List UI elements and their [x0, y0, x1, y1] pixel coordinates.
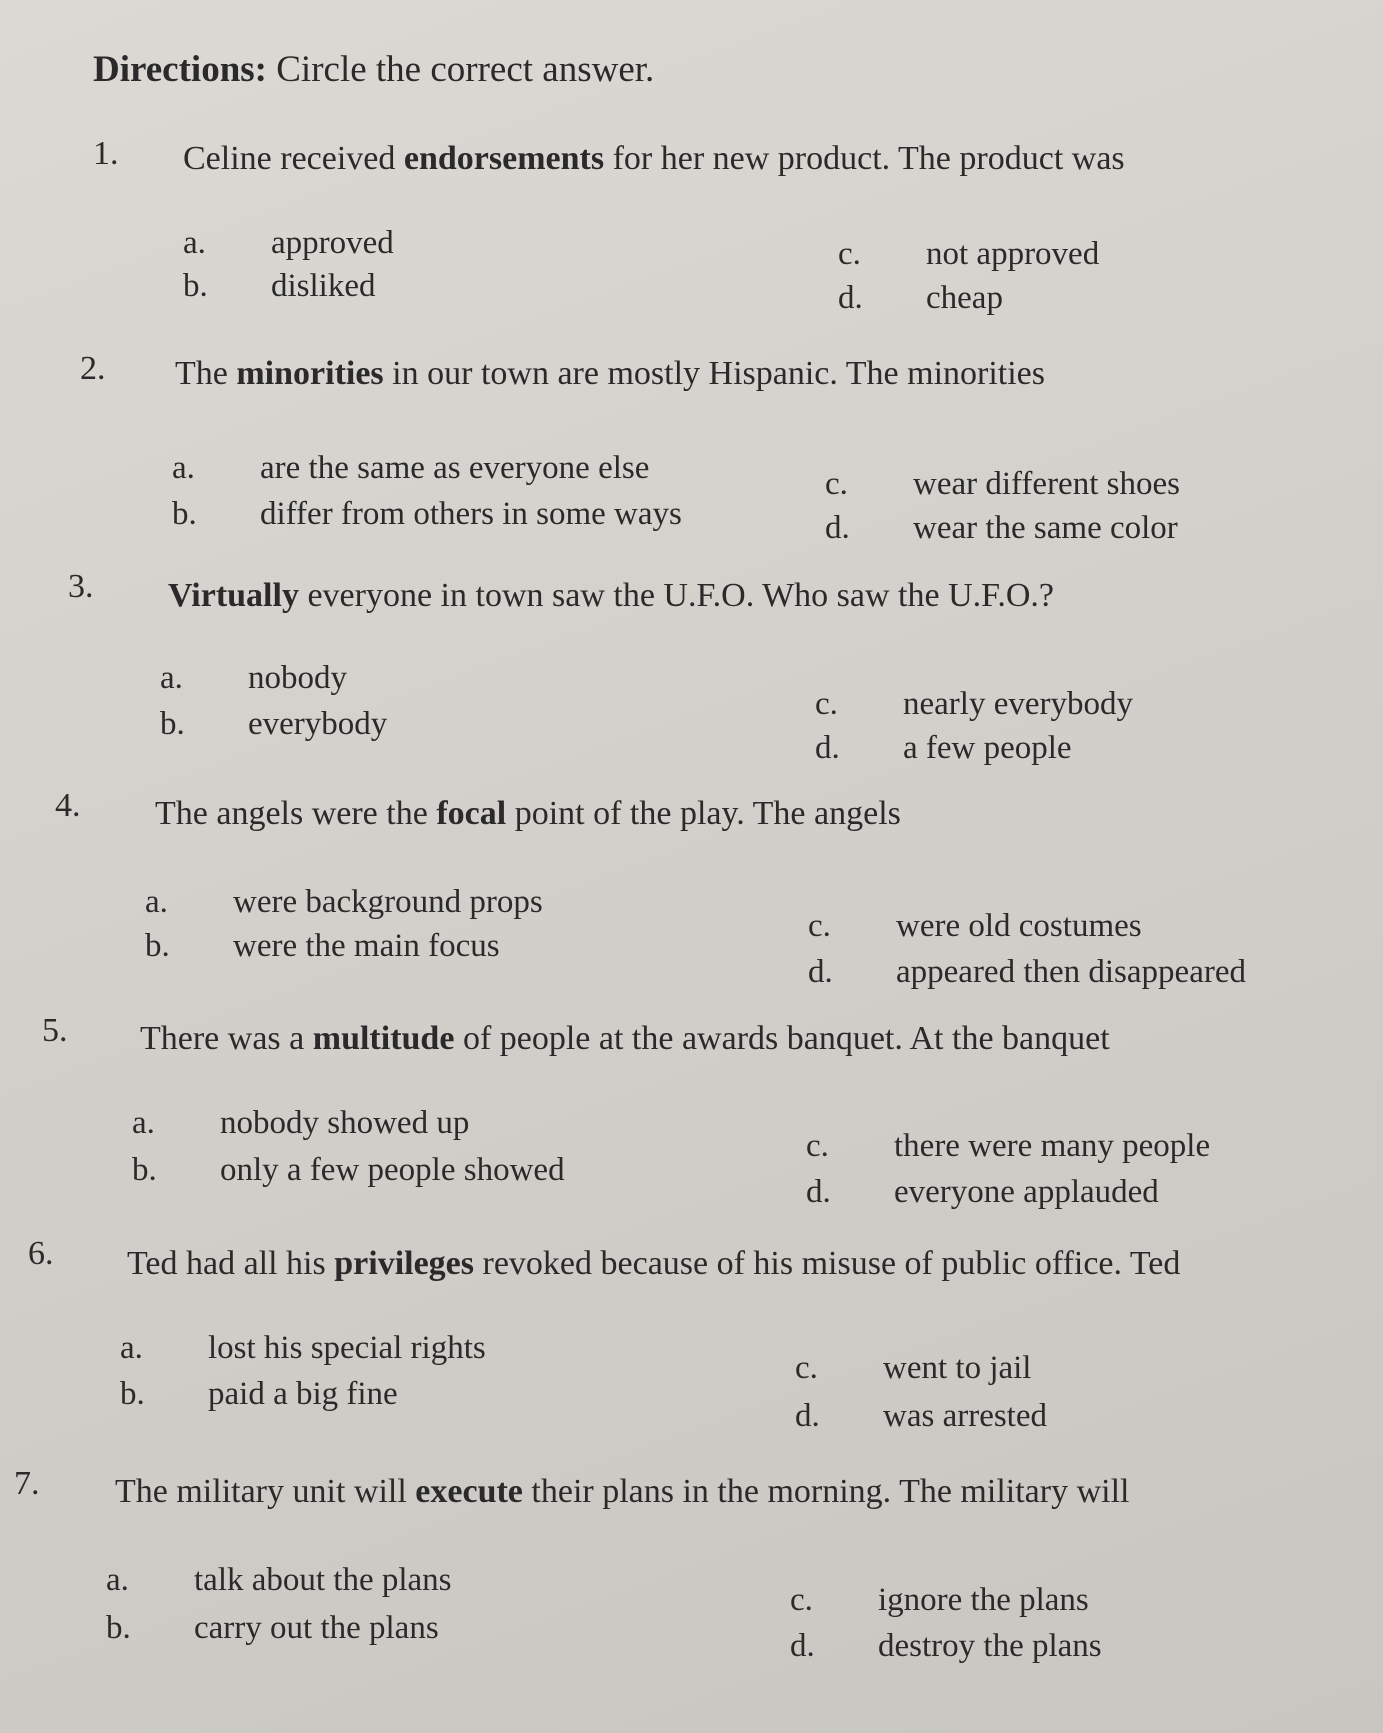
option-c[interactable]: c. ignore the plans — [790, 1582, 1089, 1618]
option-c[interactable]: c. were old costumes — [808, 908, 1142, 944]
option-b[interactable]: b. everybody — [160, 706, 388, 742]
option-d[interactable]: d. a few people — [815, 730, 1072, 766]
vocabulary-word: minorities — [236, 355, 384, 392]
option-c[interactable]: c. nearly everybody — [815, 686, 1133, 722]
option-b[interactable]: b. differ from others in some ways — [172, 496, 682, 532]
vocabulary-word: privileges — [334, 1245, 475, 1282]
option-a[interactable]: a. were background props — [145, 884, 543, 920]
vocabulary-word: focal — [436, 795, 507, 832]
option-a[interactable]: a. approved — [183, 225, 394, 261]
option-a[interactable]: a. are the same as everyone else — [172, 450, 650, 486]
vocabulary-word: execute — [415, 1473, 523, 1510]
option-a[interactable]: a. nobody — [160, 660, 347, 696]
option-a[interactable]: a. nobody showed up — [132, 1105, 470, 1141]
option-b[interactable]: b. were the main focus — [145, 928, 500, 964]
option-b[interactable]: b. only a few people showed — [132, 1152, 565, 1188]
option-d[interactable]: d. wear the same color — [825, 510, 1178, 546]
question-text: The angels were the focal point of the play. The angels — [155, 795, 901, 832]
question-number: 4. — [55, 787, 81, 824]
option-c[interactable]: c. went to jail — [795, 1350, 1032, 1386]
question-number: 1. — [93, 135, 119, 172]
question-number: 3. — [68, 568, 94, 605]
question-number: 2. — [80, 350, 106, 387]
question-text: The military unit will execute their plans in the morning. The military will — [115, 1473, 1130, 1510]
vocabulary-word: endorsements — [403, 140, 605, 177]
option-c[interactable]: c. wear different shoes — [825, 466, 1180, 502]
option-d[interactable]: d. destroy the plans — [790, 1628, 1102, 1664]
option-c[interactable]: c. not approved — [838, 236, 1100, 272]
option-a[interactable]: a. lost his special rights — [120, 1330, 486, 1366]
option-d[interactable]: d. everyone applauded — [806, 1174, 1159, 1210]
option-d[interactable]: d. appeared then disappeared — [808, 954, 1246, 990]
directions-text: Circle the correct answer. — [276, 49, 655, 90]
question-text: Virtually everyone in town saw the U.F.O. Who saw the U.F.O.? — [168, 577, 1054, 614]
question-text: Celine received endorsements for her new product. The product was — [183, 140, 1125, 177]
question-number: 7. — [14, 1465, 40, 1502]
option-b[interactable]: b. disliked — [183, 268, 376, 304]
question-text: Ted had all his privileges revoked because of his misuse of public office. Ted — [127, 1245, 1181, 1282]
question-number: 5. — [42, 1012, 68, 1049]
option-c[interactable]: c. there were many people — [806, 1128, 1211, 1164]
option-b[interactable]: b. carry out the plans — [106, 1610, 439, 1646]
question-text: There was a multitude of people at the awards banquet. At the banquet — [140, 1020, 1110, 1057]
option-b[interactable]: b. paid a big fine — [120, 1376, 398, 1412]
option-d[interactable]: d. was arrested — [795, 1398, 1048, 1434]
option-d[interactable]: d. cheap — [838, 280, 1003, 316]
option-a[interactable]: a. talk about the plans — [106, 1562, 452, 1598]
directions — [93, 48, 654, 91]
vocabulary-word: Virtually — [168, 577, 299, 614]
question-text: The minorities in our town are mostly Hispanic. The minorities — [175, 355, 1045, 392]
vocabulary-word: multitude — [312, 1020, 455, 1057]
directions-label: Directions: — [93, 49, 267, 90]
question-number: 6. — [28, 1235, 54, 1272]
